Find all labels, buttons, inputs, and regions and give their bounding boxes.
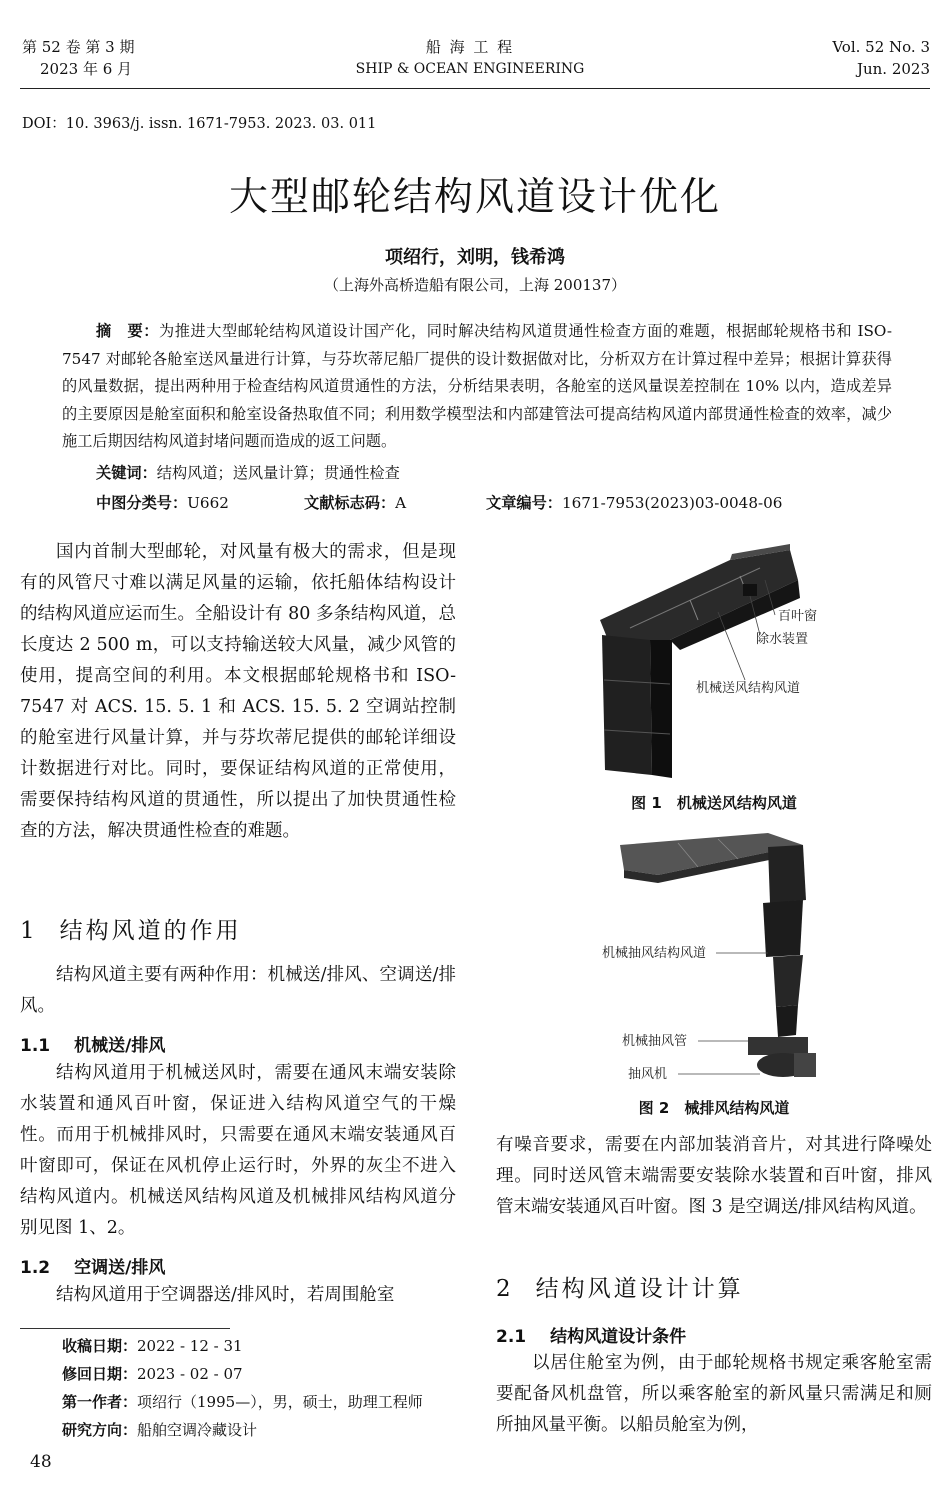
- page-title: 大型邮轮结构风道设计优化: [228, 175, 721, 220]
- research-direction: [62, 1416, 423, 1444]
- keywords-label: 关键词：: [96, 464, 157, 482]
- section-2-number: 2: [496, 1276, 514, 1302]
- revised-date: [62, 1360, 423, 1388]
- doc-label: 文献标志码：: [304, 494, 396, 512]
- fig2-label-exhaust-duct: 机械抽风结构风道: [602, 946, 707, 961]
- authors: 项绍行，刘明，钱希鸿: [385, 247, 565, 268]
- date-cn: 2023 年 6 月: [40, 60, 133, 78]
- clc-number: [96, 492, 229, 513]
- date-en: Jun. 2023: [856, 60, 930, 78]
- section-2-1-text: 以居住舱室为例，由于邮轮规格书规定乘客舱室需要配备风机盘管，所以乘客舱室的新风量只需满足和厕所抽风量平衡。以船员舱室为例，: [496, 1353, 932, 1435]
- keywords: [96, 462, 400, 483]
- doc-value: A: [395, 494, 407, 512]
- revised-value: 2023 - 02 - 07: [137, 1365, 243, 1383]
- first-author: [62, 1388, 423, 1416]
- section-1-number: 1: [20, 918, 38, 944]
- received-value: 2022 - 12 - 31: [137, 1337, 243, 1355]
- doc-code: [304, 492, 406, 513]
- footnote: [62, 1332, 423, 1444]
- section-1-2-continued: 有噪音要求，需要在内部加装消音片，对其进行降噪处理。同时送风管末端需要安装除水装置和百叶窗，排风管末端安装通风百叶窗。图 3 是空调送/排风结构风道。: [496, 1135, 932, 1217]
- section-1-title: 结构风道的作用: [59, 918, 242, 944]
- fig1-label-supply-duct: 机械送风结构风道: [696, 681, 801, 696]
- clc-label: 中图分类号：: [96, 494, 188, 512]
- fig1-label-louver: 百叶窗: [778, 609, 818, 624]
- header-left: [22, 36, 134, 80]
- section-1-1-title: 机械送/排风: [74, 1036, 166, 1056]
- art-label: 文章编号：: [486, 494, 562, 512]
- journal-en: SHIP & OCEAN ENGINEERING: [355, 61, 585, 77]
- header-center: [300, 36, 640, 80]
- volume-en: Vol. 52 No. 3: [832, 38, 930, 56]
- article-number: [486, 492, 782, 513]
- section-2-1-title: 结构风道设计条件: [550, 1327, 687, 1347]
- section-1-2-number: 1.2: [20, 1258, 51, 1278]
- header-right: [832, 36, 930, 80]
- research-label: 研究方向：: [62, 1421, 138, 1439]
- section-2-1-heading: [496, 1322, 932, 1347]
- footnote-rule: [20, 1328, 230, 1329]
- journal-cn: 船 海 工 程: [425, 38, 515, 56]
- intro-paragraph: 国内首制大型邮轮，对风量有极大的需求，但是现有的风管尺寸难以满足风量的运输，依托船体结构设计的结构风道应运而生。全船设计有 80 多条结构风道，总长度达 2 500 m，可以支持输送较大风量，减少风管的使用，提高空间的利用。本文根据邮轮规格书和 ISO-7547 对 ACS. 15. 5. 1 和 ACS. 15. 5. 2 空调站控制的舱室进行风量计算，并与芬坎蒂尼提供的邮轮详细设计数据进行对比。同时，要保证结构风道的正常使用，需要保持结构风道的贯通性，所以提出了加快贯通性检查的方法，解决贯通性检查的难题。: [20, 542, 456, 841]
- section-1-2-text: 结构风道用于空调器送/排风时，若周围舱室: [56, 1285, 395, 1305]
- section-1-2-title: 空调送/排风: [74, 1258, 166, 1278]
- section-1-1-number: 1.1: [20, 1036, 51, 1056]
- figure-2-duct-illustration: [598, 825, 838, 1087]
- author-value: 项绍行（1995—），男，硕士，助理工程师: [137, 1393, 423, 1411]
- fig1-label-water-remover: 除水装置: [756, 632, 809, 647]
- abstract-text: 为推进大型邮轮结构风道设计国产化，同时解决结构风道贯通性检查方面的难题，根据邮轮规格书和 ISO-7547 对邮轮各舱室送风量进行计算，与芬坎蒂尼船厂提供的设计数据做对比，分析双方在计算过程中差异；根据计算获得的风量数据，提出两种用于检查结构风道贯通性的方法，分析结果表明，各舱室的送风量误差控制在 10% 以内，造成差异的主要原因是舱室面积和舱室设备热取值不同；利用数学模型法和内部建管法可提高结构风道内部贯通性检查的效率，减少施工后期因结构风道封堵问题而造成的返工问题。: [62, 322, 893, 450]
- author-label: 第一作者：: [62, 1393, 138, 1411]
- affiliation: （上海外高桥造船有限公司，上海 200137）: [323, 276, 627, 294]
- section-1-text: 结构风道主要有两种作用：机械送/排风、空调送/排风。: [20, 965, 456, 1016]
- section-1-1-heading: [20, 1031, 456, 1056]
- section-1-1-text: 结构风道用于机械送风时，需要在通风末端安装除水装置和通风百叶窗，保证进入结构风道空气的干燥性。而用于机械排风时，只需要在通风末端安装通风百叶窗即可，保证在风机停止运行时，外界的灰尘不进入结构风道内。机械送风结构风道及机械排风结构风道分别见图 1、2。: [20, 1063, 456, 1238]
- art-value: 1671-7953(2023)03-0048-06: [561, 494, 783, 512]
- figure-1-duct-illustration: [560, 540, 880, 790]
- section-2-1-number: 2.1: [496, 1327, 527, 1347]
- research-value: 船舶空调冷藏设计: [137, 1421, 258, 1439]
- clc-value: U662: [187, 494, 229, 512]
- received-date: [62, 1332, 423, 1360]
- section-1-2-heading: [20, 1253, 456, 1278]
- volume-issue: 第 52 卷 第 3 期: [22, 38, 135, 56]
- header-rule: [20, 88, 930, 89]
- abstract-label: 摘 要：: [96, 322, 160, 340]
- keywords-text: 结构风道；送风量计算；贯通性检查: [156, 464, 400, 482]
- fig2-label-exhaust-pipe: 机械抽风管: [622, 1034, 688, 1049]
- figure-2-caption: 图 2 械排风结构风道: [638, 1099, 790, 1117]
- abstract: [62, 318, 892, 456]
- section-2-heading: [496, 1270, 932, 1303]
- figure-1-caption: 图 1 机械送风结构风道: [631, 794, 797, 812]
- revised-label: 修回日期：: [62, 1365, 138, 1383]
- section-2-title: 结构风道设计计算: [535, 1276, 744, 1302]
- received-label: 收稿日期：: [62, 1337, 138, 1355]
- fig2-label-exhaust-fan: 抽风机: [628, 1067, 668, 1082]
- doi: DOI：10. 3963/j. issn. 1671-7953. 2023. 03. 011: [22, 116, 377, 132]
- page-number: 48: [30, 1452, 52, 1472]
- section-1-heading: [20, 912, 456, 945]
